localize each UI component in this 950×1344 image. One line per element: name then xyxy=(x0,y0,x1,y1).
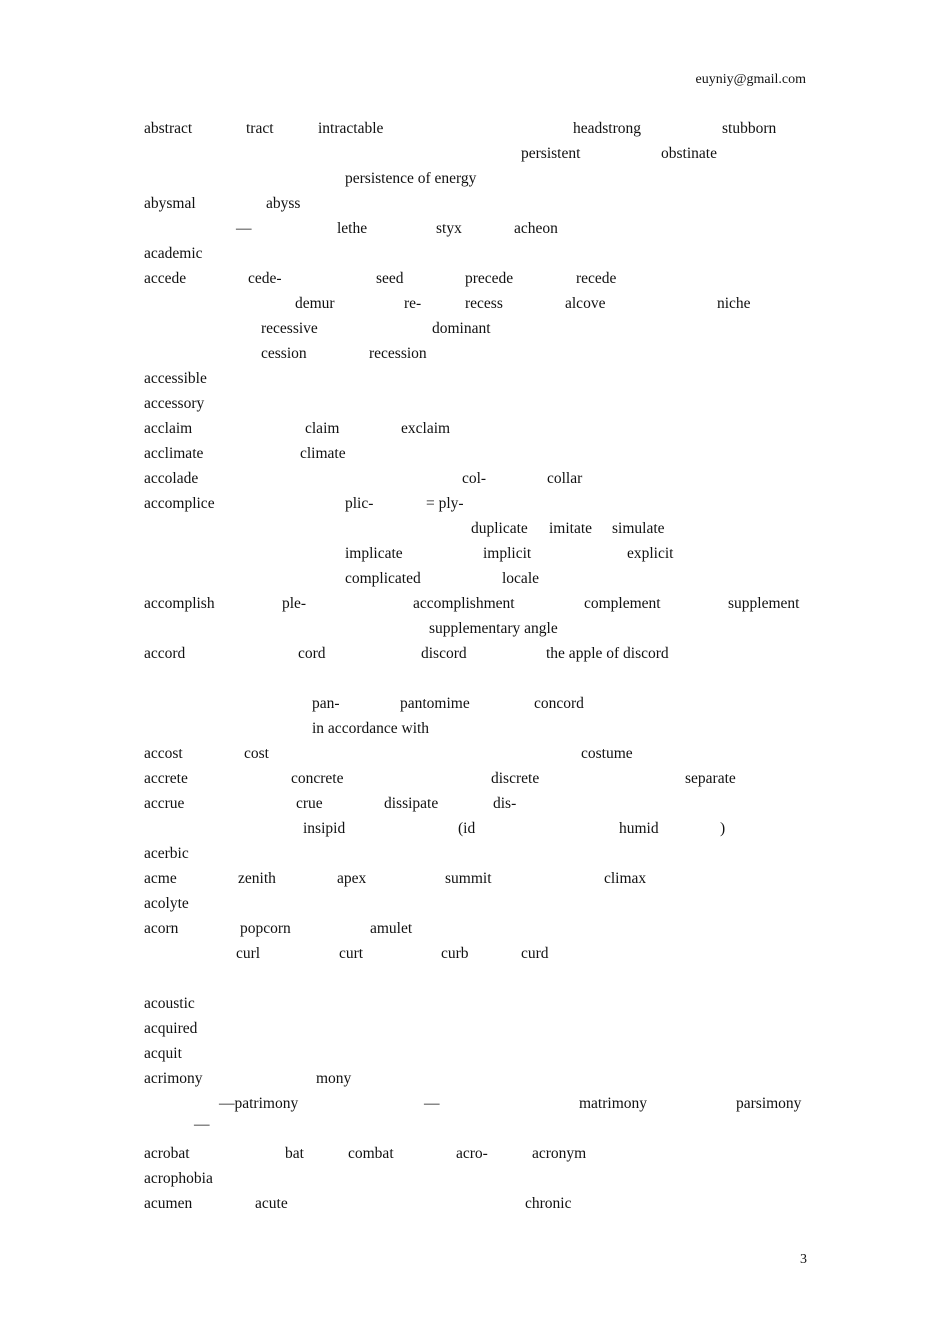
word: discord xyxy=(421,645,467,662)
word: recess xyxy=(465,295,503,312)
word: curd xyxy=(521,945,549,962)
word: mony xyxy=(316,1070,352,1087)
word: accomplish xyxy=(144,595,215,612)
word: accord xyxy=(144,645,186,662)
word: acro- xyxy=(456,1145,488,1162)
word: accomplishment xyxy=(413,595,515,612)
word: cost xyxy=(244,745,269,762)
word: climax xyxy=(604,870,647,887)
word: abstract xyxy=(144,120,193,137)
word: accessory xyxy=(144,395,205,412)
word: persistent xyxy=(521,145,581,162)
word: acquit xyxy=(144,1045,182,1062)
word: re- xyxy=(404,295,422,312)
word: pantomime xyxy=(400,695,470,712)
word: simulate xyxy=(612,520,665,537)
word: abyss xyxy=(266,195,301,212)
word: accost xyxy=(144,745,183,762)
word: acronym xyxy=(532,1145,587,1162)
word: complement xyxy=(584,595,661,612)
word: discrete xyxy=(491,770,540,787)
word: collar xyxy=(547,470,583,487)
word: separate xyxy=(685,770,736,787)
word: accede xyxy=(144,270,187,287)
word: imitate xyxy=(549,520,593,537)
word: zenith xyxy=(238,870,276,887)
header-email: euyniy@gmail.com xyxy=(695,72,806,87)
word: headstrong xyxy=(573,120,642,137)
word: acrophobia xyxy=(144,1170,213,1187)
word: acute xyxy=(255,1195,288,1212)
word: acclaim xyxy=(144,420,193,437)
word: accrue xyxy=(144,795,185,812)
word: obstinate xyxy=(661,145,717,162)
word: exclaim xyxy=(401,420,451,437)
word: dis- xyxy=(493,795,517,812)
word: —patrimony xyxy=(219,1095,299,1112)
word: niche xyxy=(717,295,751,312)
word: cord xyxy=(298,645,326,662)
word: explicit xyxy=(627,545,674,562)
word: climate xyxy=(300,445,346,462)
word: ple- xyxy=(282,595,307,612)
word: recession xyxy=(369,345,427,362)
word: plic- xyxy=(345,495,374,512)
word: insipid xyxy=(303,820,346,837)
word: supplementary angle xyxy=(429,620,558,637)
word: ) xyxy=(720,820,726,837)
word: demur xyxy=(295,295,335,312)
word: acumen xyxy=(144,1195,193,1212)
word: acorn xyxy=(144,920,179,937)
word: acclimate xyxy=(144,445,204,462)
word: humid xyxy=(619,820,659,837)
word: combat xyxy=(348,1145,394,1162)
word: supplement xyxy=(728,595,800,612)
word: accessible xyxy=(144,370,207,387)
word: parsimony xyxy=(736,1095,802,1112)
word: complicated xyxy=(345,570,421,587)
page-number: 3 xyxy=(800,1252,807,1267)
word: costume xyxy=(581,745,633,762)
word: accrete xyxy=(144,770,188,787)
word: — xyxy=(236,220,252,237)
word: col- xyxy=(462,470,487,487)
word: curb xyxy=(441,945,469,962)
word: curt xyxy=(339,945,364,962)
word: recessive xyxy=(261,320,318,337)
word: abysmal xyxy=(144,195,196,212)
word: academic xyxy=(144,245,203,262)
word: accomplice xyxy=(144,495,215,512)
word: locale xyxy=(502,570,540,587)
word: claim xyxy=(305,420,340,437)
word: matrimony xyxy=(579,1095,648,1112)
word: stubborn xyxy=(722,120,777,137)
word: acerbic xyxy=(144,845,189,862)
word: curl xyxy=(236,945,261,962)
word: cede- xyxy=(248,270,282,287)
word: concord xyxy=(534,695,584,712)
word: dissipate xyxy=(384,795,439,812)
word: crue xyxy=(296,795,323,812)
word: acrimony xyxy=(144,1070,203,1087)
word: = ply- xyxy=(426,495,464,512)
word: lethe xyxy=(337,220,368,237)
word: tract xyxy=(246,120,274,137)
word: in accordance with xyxy=(312,720,430,737)
word: — xyxy=(194,1116,210,1133)
word: amulet xyxy=(370,920,413,937)
word: acoustic xyxy=(144,995,195,1012)
word: cession xyxy=(261,345,307,362)
word: acrobat xyxy=(144,1145,190,1162)
word: pan- xyxy=(312,695,340,712)
word: implicate xyxy=(345,545,403,562)
word: acquired xyxy=(144,1020,198,1037)
word: summit xyxy=(445,870,492,887)
word: alcove xyxy=(565,295,606,312)
word: (id xyxy=(458,820,476,837)
word: dominant xyxy=(432,320,491,337)
word: apex xyxy=(337,870,367,887)
word: seed xyxy=(376,270,404,287)
word: popcorn xyxy=(240,920,291,937)
word: persistence of energy xyxy=(345,170,477,187)
word: concrete xyxy=(291,770,344,787)
word: styx xyxy=(436,220,462,237)
word: recede xyxy=(576,270,617,287)
word: the apple of discord xyxy=(546,645,669,662)
word: precede xyxy=(465,270,514,287)
word: acme xyxy=(144,870,177,887)
word: bat xyxy=(285,1145,304,1162)
word: acolyte xyxy=(144,895,189,912)
word: duplicate xyxy=(471,520,528,537)
word: — xyxy=(424,1095,440,1112)
word: accolade xyxy=(144,470,199,487)
word: intractable xyxy=(318,120,384,137)
word: acheon xyxy=(514,220,558,237)
word: chronic xyxy=(525,1195,572,1212)
word: implicit xyxy=(483,545,532,562)
